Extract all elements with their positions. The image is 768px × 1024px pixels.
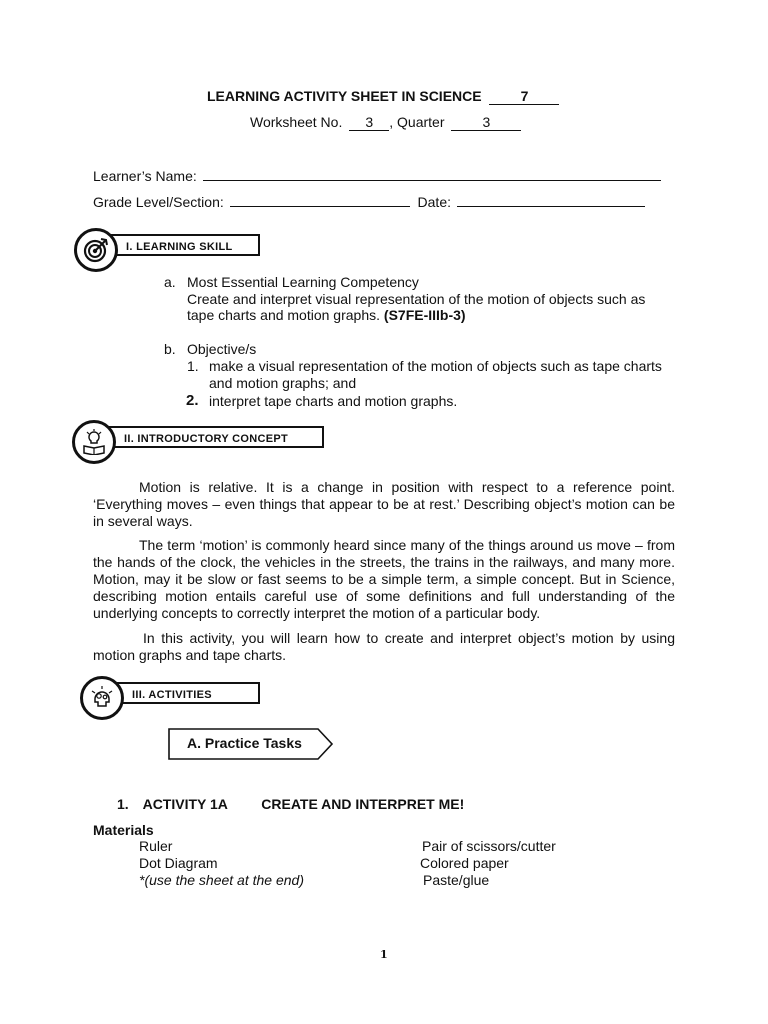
worksheet-number: 3 xyxy=(349,115,389,131)
objective-1-marker: 1. xyxy=(187,358,199,374)
activity-1a-heading xyxy=(117,796,464,812)
idea-book-icon xyxy=(72,420,116,464)
worksheet-quarter-line xyxy=(250,114,521,131)
learner-name-field[interactable] xyxy=(93,166,661,184)
competency-line-1: Create and interpret visual representation of the motion of objects such as xyxy=(187,291,646,307)
brain-gears-icon xyxy=(80,676,124,720)
objectives-title: Objective/s xyxy=(187,341,257,357)
objective-2-line-1: interpret tape charts and motion graphs. xyxy=(209,393,458,409)
section-learning-skill-header xyxy=(74,228,264,268)
target-icon xyxy=(74,228,118,272)
competency-marker: a. xyxy=(164,274,176,290)
material-ruler: Ruler xyxy=(139,838,173,854)
competency-code: (S7FE-IIIb-3) xyxy=(383,307,466,323)
date-label: Date: xyxy=(417,194,451,210)
intro-paragraph-3: In this activity, you will learn how to create and interpret object’s motion by using motion graphs and tape charts. xyxy=(93,630,675,663)
activity-number: 1. xyxy=(117,796,129,812)
competency-title: Most Essential Learning Competency xyxy=(187,274,419,290)
material-paste: Paste/glue xyxy=(423,872,490,888)
material-colored-paper: Colored paper xyxy=(420,855,509,871)
section-introductory-concept-title: II. INTRODUCTORY CONCEPT xyxy=(102,426,324,448)
objective-1-line-2: and motion graphs; and xyxy=(209,375,357,391)
title-text: LEARNING ACTIVITY SHEET IN SCIENCE xyxy=(207,88,482,104)
grade-section-blank[interactable] xyxy=(230,192,410,207)
section-activities-title: III. ACTIVITIES xyxy=(110,682,260,704)
learner-name-blank[interactable] xyxy=(203,166,661,181)
objectives-marker: b. xyxy=(164,341,176,357)
materials-heading: Materials xyxy=(93,822,154,838)
section-activities-header xyxy=(80,676,260,716)
practice-tasks-tag xyxy=(168,728,334,760)
section-learning-skill-title: I. LEARNING SKILL xyxy=(104,234,260,256)
learner-name-label: Learner’s Name: xyxy=(93,168,197,184)
grade-value: 7 xyxy=(489,89,559,105)
intro-paragraph-2: The term ‘motion’ is commonly heard since many of the things around us move – from the hands of the clock, the vehicles in the streets, the trains in the railways, and many more. Motion, may it be slow or fast seems to be a simple term, a simple concept. But in Science, describing motion entails careful use of some definitions and full understanding of the underlying concepts to correctly interpret the motion of a particular body. xyxy=(93,537,675,621)
date-blank[interactable] xyxy=(457,192,645,207)
quarter-label: , Quarter xyxy=(389,114,445,130)
objective-1-line-1: make a visual representation of the motion of objects such as tape charts xyxy=(209,358,662,374)
worksheet-label: Worksheet No. xyxy=(250,114,343,130)
competency-text: tape charts and motion graphs. xyxy=(187,307,381,323)
intro-paragraph-1: Motion is relative. It is a change in position with respect to a reference point. ‘Everything moves – even things that appear to be at rest.’ Describing object’s motion can be in several ways. xyxy=(93,479,675,529)
quarter-number: 3 xyxy=(451,115,521,131)
activity-title: CREATE AND INTERPRET ME! xyxy=(261,796,465,812)
grade-section-label: Grade Level/Section: xyxy=(93,194,224,210)
material-dot-diagram-note: *(use the sheet at the end) xyxy=(139,872,304,888)
activity-label: ACTIVITY 1A xyxy=(142,796,228,812)
material-scissors: Pair of scissors/cutter xyxy=(422,838,556,854)
section-introductory-concept-header xyxy=(72,420,324,460)
page-number: 1 xyxy=(380,948,388,961)
grade-section-field[interactable] xyxy=(93,192,645,210)
practice-tasks-label: A. Practice Tasks xyxy=(187,735,302,751)
objective-2-marker: 2. xyxy=(186,392,199,409)
material-dot-diagram: Dot Diagram xyxy=(139,855,218,871)
worksheet-title xyxy=(207,88,559,105)
competency-line-2 xyxy=(187,307,466,323)
